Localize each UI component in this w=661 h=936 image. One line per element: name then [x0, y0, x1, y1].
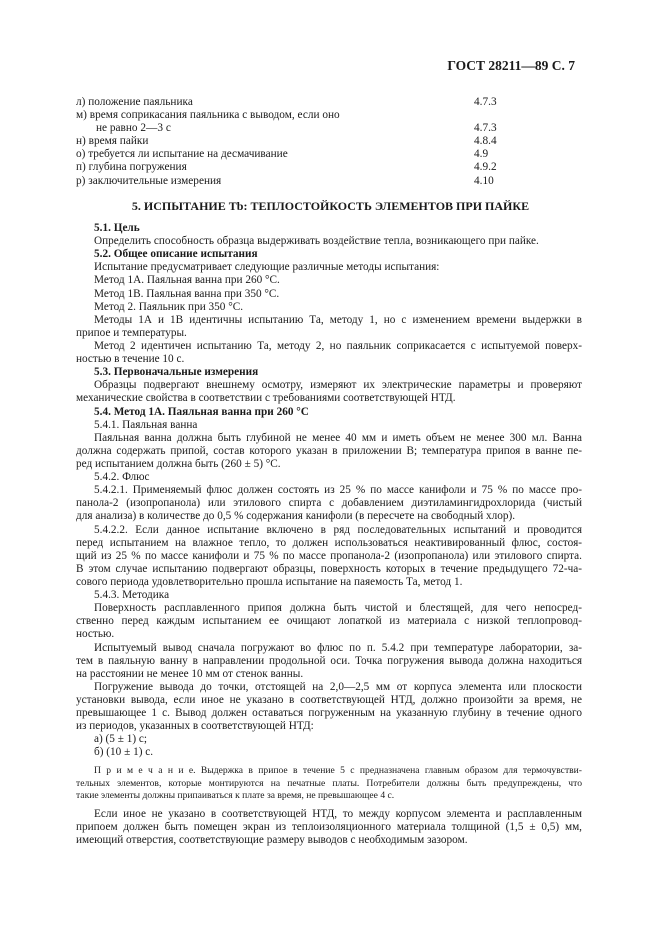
parameter-list	[76, 96, 516, 188]
text-line: сового периода удовлетворительно прошла испытание на паяемость Та, метод 1.	[76, 575, 463, 588]
text-line: припоем должен быть помещен экран из теплоизоляционного материала толщиной (1,5 ± 0,5) мм,	[76, 821, 582, 834]
text-line: ред испытанием должна быть (260 ± 5) °С.	[76, 457, 281, 470]
parameter-label: о) требуется ли испытание на десмачивание	[76, 148, 288, 161]
text-line: перед испытанием на влажное тепло, то должен использоваться неактивированный флюс, состоя-	[76, 536, 582, 549]
text-line: из периодов, указанных в соответствующей НТД:	[76, 720, 314, 733]
text-line: Испытуемый вывод сначала погружают во флюс по п. 5.4.2 при температуре лаборатории, за-	[94, 641, 582, 654]
text-line: 5.2. Общее описание испытания	[94, 248, 258, 261]
text-line: на расстоянии не менее 10 мм от стенок ванны.	[76, 667, 304, 680]
text-line: Метод 2. Паяльник при 350 °С.	[94, 300, 244, 313]
parameter-list-item	[76, 161, 516, 174]
parameter-list-item	[76, 109, 516, 122]
text-line: 5.4. Метод 1А. Паяльная ванна при 260 °С	[94, 405, 309, 418]
text-line: Образцы подвергают внешнему осмотру, измеряют их электрические параметры и проверяют	[94, 379, 582, 392]
text-line: 5.1. Цель	[94, 222, 140, 234]
text-line: должна содержать припой, состав которого указан в приложении В; температура припоя в ванне пе-	[76, 444, 582, 457]
text-line: тем в паяльную ванну в направлении продольной оси. Точка погружения вывода должна находиться	[76, 654, 582, 667]
parameter-label: н) время пайки	[76, 135, 149, 148]
text-line: 5.4.2. Флюс	[94, 471, 150, 484]
text-line: 5.4.2.1. Применяемый флюс должен состоять из 25 % по массе канифоли и 75 % по массе про-	[94, 484, 582, 497]
text-line: щий из 25 % по массе канифоли и 75 % по массе пропанола-2 (изопропанола) или этилового спирта.	[76, 549, 582, 562]
parameter-ref: 4.8.4	[474, 135, 497, 148]
text-line: Метод 2 идентичен испытанию Та, методу 2, но паяльник соприкасается с испытуемой поверх-	[94, 339, 582, 352]
text-line: такие элементы должны припаиваться к плате за время, не превышающее 4 с.	[76, 789, 395, 801]
parameter-label: п) глубина погружения	[76, 161, 187, 174]
text-line: Метод 1В. Паяльная ванна при 350 °С.	[94, 287, 280, 300]
text-line: В этом случае испытанию подвергают образцы, поверхность которых в течение предыдущего 72-ча-	[76, 562, 582, 575]
text-line: припое и температуры.	[76, 326, 187, 339]
text-line: б) (10 ± 1) с.	[94, 746, 154, 759]
text-line: Если иное не указано в соответствующей НТД, то между корпусом элемента и расплавленным	[94, 808, 582, 821]
parameter-label: не равно 2—3 с	[96, 122, 171, 135]
parameter-ref: 4.9.2	[474, 161, 497, 174]
text-line: 5.4.3. Методика	[94, 589, 170, 602]
parameter-list-item	[76, 96, 516, 109]
text-line: ственно перед каждым испытанием ее очищают лопаткой из материала с низкой теплопровод-	[76, 615, 582, 628]
parameter-label: м) время соприкасания паяльника с выводом, если оно	[76, 109, 340, 122]
text-line: превышающее 1 с. Вывод должен оставаться погруженным на указанную глубину в течение одного	[76, 707, 582, 720]
text-line: имеющий отверстия, соответствующие размеру выводов с необходимым зазором.	[76, 834, 468, 847]
text-line: Поверхность расплавленного припоя должна быть чистой и блестящей, для чего непосред-	[94, 602, 582, 615]
text-line: Методы 1А и 1В идентичны испытанию Та, методу 1, но с изменением времени выдержки в	[94, 313, 582, 326]
text-line: ностью в течение 10 с.	[76, 353, 185, 366]
parameter-list-item	[76, 122, 516, 135]
page-header: ГОСТ 28211—89 С. 7	[447, 58, 575, 73]
text-line: тельных элементов, которые монтируются на печатные платы. Потребители должны быть предупреждены, что	[76, 777, 582, 789]
text-line: установки вывода, если иное не указано в соответствующей НТД, должно произойти за время, не	[76, 693, 582, 706]
parameter-list-item	[76, 148, 516, 161]
text-line: панола-2 (изопропанола) или этилового спирта с добавлением диэтиламингидрохлорида (чистый	[76, 497, 582, 510]
text-line: ностью.	[76, 628, 115, 641]
parameter-list-item	[76, 175, 516, 188]
document-body	[76, 222, 582, 847]
parameter-list-item	[76, 135, 516, 148]
note-block	[76, 765, 582, 802]
text-line: 5.4.1. Паяльная ванна	[94, 418, 198, 431]
text-line: а) (5 ± 1) с;	[94, 733, 148, 746]
text-line: Паяльная ванна должна быть глубиной не менее 40 мм и иметь объем не менее 300 мл. Ванна	[94, 431, 582, 444]
section-title: 5. ИСПЫТАНИЕ Tb: ТЕПЛОСТОЙКОСТЬ ЭЛЕМЕНТОВ ПРИ ПАЙКЕ	[131, 199, 530, 213]
parameter-ref: 4.7.3	[474, 122, 497, 135]
parameter-label: р) заключительные измерения	[76, 174, 222, 187]
final-paragraph	[76, 808, 582, 847]
parameter-ref: 4.7.3	[474, 96, 497, 108]
main-text	[76, 222, 582, 759]
parameter-ref: 4.10	[474, 174, 494, 187]
text-line: Испытание предусматривает следующие различные методы испытания:	[94, 261, 440, 274]
text-line: П р и м е ч а н и е. Выдержка в припое в течение 5 с предназначена главным образом для термочувстви-	[94, 765, 582, 777]
text-line: Метод 1А. Паяльная ванна при 260 °С.	[94, 274, 280, 287]
text-line: 5.4.2.2. Если данное испытание включено в ряд последовательных испытаний и проводится	[94, 523, 582, 536]
text-line: 5.3. Первоначальные измерения	[94, 366, 259, 379]
text-line: для анализа) в количестве до 0,5 % содержания канифоли (в пересчете на свободный хлор).	[76, 510, 516, 523]
parameter-ref: 4.9	[474, 148, 489, 161]
text-line: Определить способность образца выдерживать воздействие тепла, возникающего при пайке.	[94, 235, 539, 248]
text-line: механические свойства в соответствии с требованиями соответствующей НТД.	[76, 392, 456, 405]
text-line: Погружение вывода до точки, отстоящей на 2,0—2,5 мм от корпуса элемента или плоскости	[94, 680, 582, 693]
parameter-label: л) положение паяльника	[76, 96, 193, 108]
